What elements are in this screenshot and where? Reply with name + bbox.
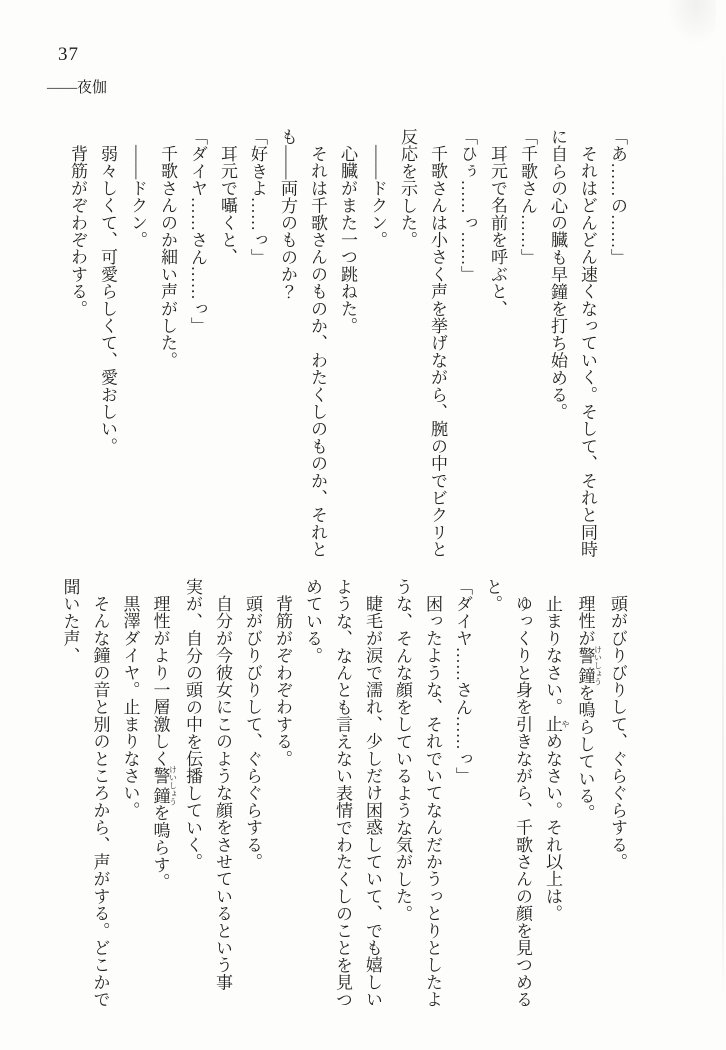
text-column: 自分が今彼女にこのような顔をさせているという事: [213, 595, 232, 991]
page-edge-shadow: [722, 40, 724, 1005]
lower-text-block: [62, 578, 632, 1016]
text-column: うな、そんな顔をしているような気がした。: [393, 578, 412, 922]
text-column: 理性が警鐘 けいしょうを鳴らしている。: [575, 595, 603, 822]
text-column: 頭がびりびりして、ぐらぐらする。: [243, 595, 262, 871]
text-column: 「好きよ……っ」: [248, 128, 267, 266]
text-column: 耳元で囁くと、: [218, 145, 237, 266]
text-column: それは千歌さんのものか、わたくしのものか、それと: [308, 145, 327, 558]
text-column: 弱々しくて、可愛らしくて、愛おしい。: [98, 145, 117, 455]
text-column: 心臓がまた一つ跳ねた。: [338, 145, 357, 335]
text-column: ゆっくりと身を引きながら、千歌さんの顔を見つめる: [513, 595, 532, 1008]
upper-text-block: [62, 128, 632, 558]
text-column: 「千歌さん……」: [518, 128, 537, 266]
text-column: 困ったような、それでいてなんだかうっとりとしたよ: [423, 595, 442, 1008]
text-column: ――ドクン。: [128, 145, 147, 249]
scan-smudge: [666, 0, 716, 45]
text-column: 黒澤ダイヤ。止まりなさい。: [120, 595, 140, 819]
text-column: ような、なんとも言えない表情でわたくしのことを見つ: [333, 578, 352, 1008]
text-column: と。: [483, 578, 502, 613]
text-column: に自らの心の臓も早鐘を打ち始める。: [548, 128, 567, 421]
text-column: 千歌さんのか細い声がした。: [158, 145, 177, 369]
text-column: 耳元で名前を呼ぶと、: [488, 145, 507, 317]
text-column: ――ドクン。: [368, 145, 387, 249]
section-header: ――夜伽: [47, 80, 108, 96]
text-column: そんな鐘の音と別のところから、声がする。どこかで: [90, 595, 110, 1008]
text-column: 「ダイヤ……さん……っ」: [453, 578, 472, 785]
text-column: 「あ……の……」: [608, 128, 627, 266]
text-column: 止まりなさい。止 やめなさい。それ以上は。: [543, 595, 570, 922]
text-column: 「ダイヤ……さん……っ」: [188, 128, 207, 335]
text-column: 背筋がぞわぞわする。: [68, 145, 87, 317]
text-column: 反応を示した。: [398, 128, 417, 249]
text-column: 実が、自分の頭の中を伝播していく。: [183, 578, 202, 871]
text-column: も――両方のものか？: [278, 128, 297, 300]
text-column: 背筋がぞわぞわする。: [273, 595, 292, 767]
text-column: 「ひぅ……っ……」: [458, 128, 477, 283]
text-column: 千歌さんは小さく声を挙げながら、腕の中でビクリと: [428, 145, 447, 558]
text-column: めている。: [303, 578, 322, 664]
text-column: それはどんどん速くなっていく。そして、それと同時: [578, 145, 597, 558]
text-column: 睫毛が涙で濡れ、少しだけ困惑していて、でも嬉しい: [363, 595, 382, 1008]
text-column: 聞いた声、: [60, 578, 80, 664]
text-column: 理性がより一層激しく警鐘 けいしょうを鳴らす。: [150, 595, 178, 891]
text-column: 頭がびりびりして、ぐらぐらする。: [608, 595, 627, 871]
page-number: 37: [58, 44, 79, 65]
